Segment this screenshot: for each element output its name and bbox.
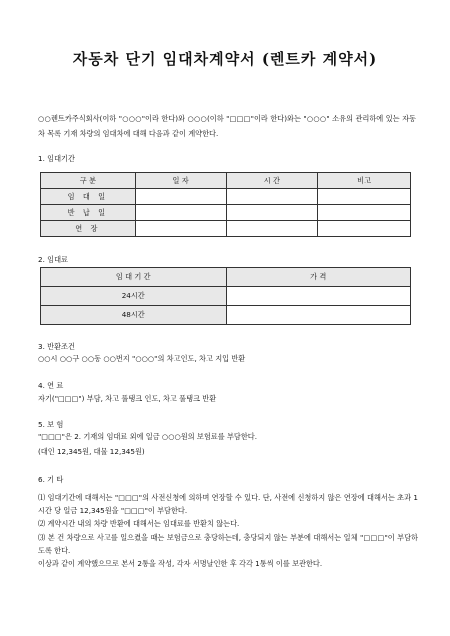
- section-5-heading: 5. 보 험: [38, 420, 64, 429]
- section-2-heading: 2. 임대료: [38, 255, 68, 264]
- time-cell: [226, 221, 318, 237]
- header-cell: 가 격: [226, 268, 411, 287]
- rental-fee-table: [40, 267, 411, 325]
- price-cell: [226, 306, 411, 325]
- table-row: [41, 306, 411, 325]
- note-cell: [318, 205, 411, 221]
- intro-paragraph: ○○렌트카주식회사(이하 "○○○"이라 한다)와 ○○○(이하 "□□□"이라 한다)와는 "○○○" 소유의 관리하에 있는 자동차 목록 기재 차량의 임대차에 대해 다음과 같이 계약한다.: [38, 114, 416, 138]
- rental-period-table: [40, 172, 411, 237]
- date-cell: [135, 205, 226, 221]
- table-row: [41, 189, 411, 205]
- header-cell: 임 대 기 간: [41, 268, 227, 287]
- return-conditions-text: ○○시 ○○구 ○○동 ○○번지 "○○○"의 차고인도, 차고 지입 반환: [38, 354, 246, 363]
- term-item: ⑶ 본 건 차량으로 사고를 일으켰을 때는 보험금으로 충당하는데, 충당되지 않는 부분에 대해서는 일체 "□□□"이 부담하도록 한다.: [38, 532, 418, 555]
- document-title: 자동차 단기 임대차계약서 (렌트카 계약서): [72, 50, 378, 68]
- section-1-heading: 1. 임대기간: [38, 154, 75, 163]
- row-label: 24시간: [41, 287, 227, 306]
- header-cell: 구 분: [41, 173, 136, 189]
- row-label: 반 납 일: [41, 205, 136, 221]
- header-cell: 일 자: [135, 173, 226, 189]
- table-header-row: [41, 268, 411, 287]
- date-cell: [135, 189, 226, 205]
- fuel-text: 자기("□□□") 부담, 차고 풀탱크 인도, 차고 풀탱크 반환: [38, 394, 217, 403]
- date-cell: [135, 221, 226, 237]
- note-cell: [318, 189, 411, 205]
- other-terms: [38, 491, 418, 570]
- table-header-row: [41, 173, 411, 189]
- insurance-text: "□□□"은 2. 기재의 임대료 외에 일금 ○○○원의 보험료를 부담한다.: [38, 432, 258, 441]
- closing-statement: 이상과 같이 계약했으므로 본서 2통을 작성, 각자 서명날인한 후 각각 1통씩 이를 보관한다.: [38, 559, 323, 569]
- time-cell: [226, 205, 318, 221]
- header-cell: 시 간: [226, 173, 318, 189]
- section-6-heading: 6. 기 타: [38, 475, 64, 484]
- table-row: [41, 205, 411, 221]
- row-label: 연 장: [41, 221, 136, 237]
- insurance-detail: (대인 12,345원, 대물 12,345원): [38, 447, 145, 456]
- time-cell: [226, 189, 318, 205]
- price-cell: [226, 287, 411, 306]
- header-cell: 비고: [318, 173, 411, 189]
- table-row: [41, 221, 411, 237]
- row-label: 48시간: [41, 306, 227, 325]
- section-3-heading: 3. 반환조건: [38, 342, 75, 351]
- term-item: ⑴ 임대기간에 대해서는 "□□□"의 사전신청에 의하며 연장할 수 있다. 단, 사전에 신청하지 않은 연장에 대해서는 초과 1시간 당 일금 12,345원을 "□□□"이 부담한다.: [38, 493, 418, 516]
- note-cell: [318, 221, 411, 237]
- row-label: 임 대 일: [41, 189, 136, 205]
- table-row: [41, 287, 411, 306]
- section-4-heading: 4. 연 료: [38, 381, 64, 390]
- term-item: ⑵ 계약시간 내의 차량 반환에 대해서는 임대료를 반환치 않는다.: [38, 519, 240, 529]
